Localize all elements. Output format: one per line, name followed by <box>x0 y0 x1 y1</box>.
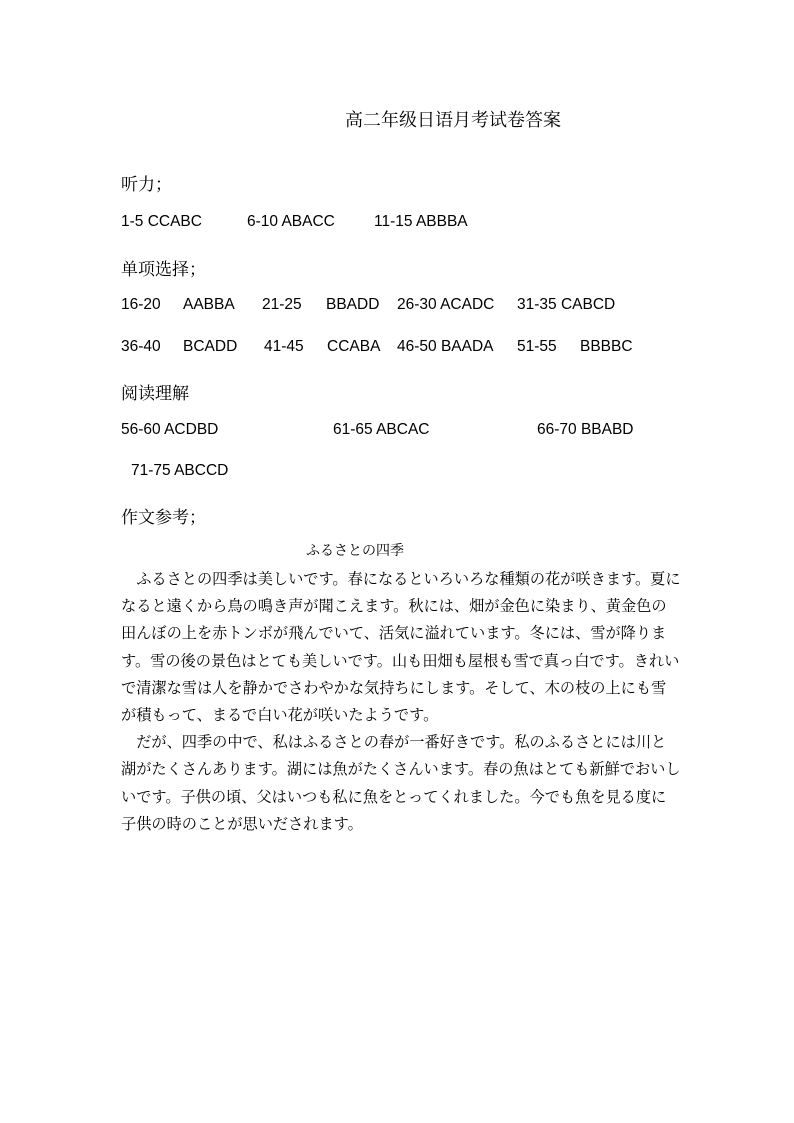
essay-body <box>121 566 681 838</box>
answer-range: 21-25 <box>262 296 302 313</box>
answer-range: 51-55 <box>517 338 557 355</box>
answer-range: 36-40 <box>121 338 161 355</box>
essay-paragraph-2: だが、四季の中で、私はふるさとの春が一番好きです。私のふるさとには川と湖がたくさんあります。湖には魚がたくさんいます。春の魚はとても新鮮でおいしいです。子供の頃、父はいつも私に魚をとってくれました。今でも魚を見る度に子供の時のことが思いだされます。 <box>121 733 681 833</box>
answer-key: BBADD <box>326 296 380 313</box>
reading-answer-4: 71-75 ABCCD <box>131 462 229 479</box>
listening-heading: 听力； <box>121 175 172 195</box>
listening-answer-1: 1-5 CCABC <box>121 213 202 230</box>
answer-range: 16-20 <box>121 296 161 313</box>
essay-paragraph-1: ふるさとの四季は美しいです。春になるといろいろな種類の花が咲きます。夏になると遠くから鳥の鳴き声が聞こえます。秋には、畑が金色に染まり、黄金色の田んぼの上を赤トンボが飛んでいて、活気に溢れています。冬には、雪が降ります。雪の後の景色はとても美しいです。山も田畑も屋根も雪で真っ白です。きれいで清潔な雪は人を静かでさわやかな気持ちにします。そして、木の枝の上にも雪が積もって、まるで白い花が咲いたようです。 <box>121 570 681 725</box>
answer-key: AABBA <box>183 296 235 313</box>
listening-answer-2: 6-10 ABACC <box>247 213 335 230</box>
answer-group: 26-30 ACADC <box>397 296 495 313</box>
answer-key: BBBBC <box>580 338 633 355</box>
answer-key: CCABA <box>327 338 381 355</box>
answer-key: BCADD <box>183 338 238 355</box>
listening-answer-3: 11-15 ABBBA <box>374 213 468 230</box>
essay-title: ふるさとの四季 <box>306 543 404 559</box>
page-title: 高二年级日语月考试卷答案 <box>345 110 561 131</box>
reading-answer-1: 56-60 ACDBD <box>121 421 219 438</box>
reading-heading: 阅读理解 <box>121 384 189 404</box>
reading-answer-3: 66-70 BBABD <box>537 421 634 438</box>
answer-range: 41-45 <box>264 338 304 355</box>
reading-answer-2: 61-65 ABCAC <box>333 421 430 438</box>
essay-heading: 作文参考； <box>121 508 206 528</box>
single-choice-heading: 单项选择； <box>121 260 206 280</box>
answer-group: 31-35 CABCD <box>517 296 616 313</box>
answer-group: 46-50 BAADA <box>397 338 494 355</box>
